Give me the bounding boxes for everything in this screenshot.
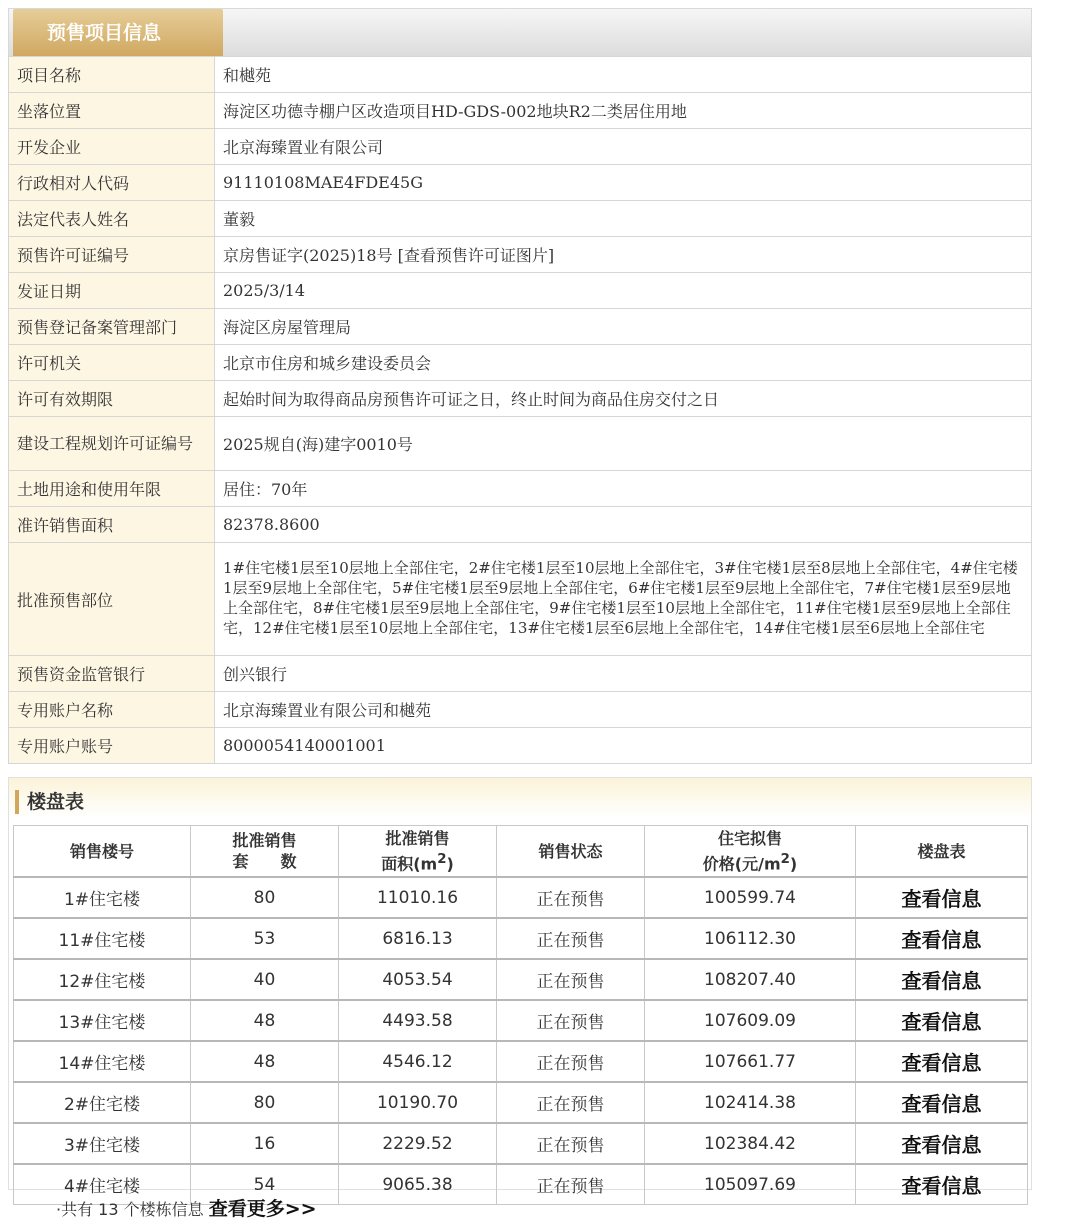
view-info-link[interactable]: 查看信息 (856, 877, 1028, 918)
info-label: 专用账户账号 (9, 728, 215, 764)
info-row (9, 165, 1032, 201)
cell-units: 16 (191, 1123, 339, 1164)
cell-building: 3#住宅楼 (14, 1123, 191, 1164)
cell-price: 107661.77 (645, 1041, 856, 1082)
view-info-link[interactable]: 查看信息 (856, 1123, 1028, 1164)
header-price-sup: 2 (780, 851, 790, 867)
cell-price: 106112.30 (645, 918, 856, 959)
cell-building: 4#住宅楼 (14, 1164, 191, 1205)
project-info-panel (8, 8, 1032, 764)
info-label: 坐落位置 (9, 93, 215, 129)
permit-number: 京房售证字(2025)18号 (223, 246, 393, 265)
cell-price: 102384.42 (645, 1123, 856, 1164)
info-label: 准许销售面积 (9, 507, 215, 543)
info-label: 项目名称 (9, 57, 215, 93)
info-value: 起始时间为取得商品房预售许可证之日，终止时间为商品住房交付之日 (215, 381, 1032, 417)
cell-area: 4546.12 (339, 1041, 497, 1082)
info-label: 预售资金监管银行 (9, 656, 215, 692)
building-table-panel (8, 777, 1032, 1198)
cell-status: 正在预售 (497, 1082, 645, 1123)
header-units (191, 826, 339, 878)
info-row (9, 417, 1032, 471)
table-row (14, 1082, 1028, 1123)
header-table-link: 楼盘表 (856, 826, 1028, 878)
view-info-link[interactable]: 查看信息 (856, 1000, 1028, 1041)
cell-units: 48 (191, 1041, 339, 1082)
info-row (9, 273, 1032, 309)
cell-units: 80 (191, 877, 339, 918)
cell-units: 48 (191, 1000, 339, 1041)
info-value: 8000054140001001 (215, 728, 1032, 764)
table-row (14, 1000, 1028, 1041)
info-value: 91110108MAE4FDE45G (215, 165, 1032, 201)
info-label: 预售许可证编号 (9, 237, 215, 273)
info-value: 创兴银行 (215, 656, 1032, 692)
view-info-link[interactable]: 查看信息 (856, 918, 1028, 959)
project-info-tab-label: 预售项目信息 (47, 22, 162, 44)
cell-status: 正在预售 (497, 1000, 645, 1041)
table-row (14, 959, 1028, 1000)
info-value: 海淀区房屋管理局 (215, 309, 1032, 345)
info-label: 开发企业 (9, 129, 215, 165)
cell-status: 正在预售 (497, 1041, 645, 1082)
cell-area: 4053.54 (339, 959, 497, 1000)
building-count-footer (56, 1197, 317, 1222)
info-label: 许可有效期限 (9, 381, 215, 417)
header-area (339, 826, 497, 878)
header-price (645, 826, 856, 878)
table-row (14, 918, 1028, 959)
cell-status: 正在预售 (497, 959, 645, 1000)
cell-status: 正在预售 (497, 1164, 645, 1205)
cell-units: 53 (191, 918, 339, 959)
building-table (13, 825, 1028, 1205)
info-row (9, 471, 1032, 507)
cell-units: 80 (191, 1082, 339, 1123)
info-value: 2025/3/14 (215, 273, 1032, 309)
cell-status: 正在预售 (497, 918, 645, 959)
view-info-link[interactable]: 查看信息 (856, 1164, 1028, 1205)
table-row (14, 877, 1028, 918)
cell-area: 6816.13 (339, 918, 497, 959)
header-status: 销售状态 (497, 826, 645, 878)
project-info-tab[interactable] (13, 9, 223, 56)
cell-status: 正在预售 (497, 1123, 645, 1164)
info-label: 发证日期 (9, 273, 215, 309)
info-value: 北京海臻置业有限公司 (215, 129, 1032, 165)
cell-building: 11#住宅楼 (14, 918, 191, 959)
view-more-link[interactable]: 查看更多>> (208, 1198, 317, 1220)
info-row (9, 237, 1032, 273)
cell-building: 12#住宅楼 (14, 959, 191, 1000)
cell-area: 10190.70 (339, 1082, 497, 1123)
cell-area: 4493.58 (339, 1000, 497, 1041)
info-label: 专用账户名称 (9, 692, 215, 728)
info-row (9, 507, 1032, 543)
info-value: 北京海臻置业有限公司和樾苑 (215, 692, 1032, 728)
cell-building: 14#住宅楼 (14, 1041, 191, 1082)
info-row (9, 345, 1032, 381)
cell-price: 102414.38 (645, 1082, 856, 1123)
building-count-text: ·共有 13 个楼栋信息 (56, 1200, 204, 1219)
info-value: 82378.8600 (215, 507, 1032, 543)
building-table-header (14, 826, 1028, 878)
info-value: 2025规自(海)建字0010号 (215, 417, 1032, 471)
info-row (9, 201, 1032, 237)
info-value: 和樾苑 (215, 57, 1032, 93)
building-table-title: 楼盘表 (15, 790, 84, 814)
info-row (9, 381, 1032, 417)
info-value: 北京市住房和城乡建设委员会 (215, 345, 1032, 381)
header-area-close: ) (446, 854, 454, 874)
info-value (215, 237, 1032, 273)
header-price-line1: 住宅拟售 (717, 828, 782, 848)
header-area-sup: 2 (437, 851, 447, 867)
info-row (9, 656, 1032, 692)
cell-price: 108207.40 (645, 959, 856, 1000)
info-row (9, 728, 1032, 764)
table-row (14, 1041, 1028, 1082)
cell-status: 正在预售 (497, 877, 645, 918)
info-label: 行政相对人代码 (9, 165, 215, 201)
project-info-table (8, 56, 1032, 764)
info-value: 1#住宅楼1层至10层地上全部住宅，2#住宅楼1层至10层地上全部住宅，3#住宅楼1层至8层地上全部住宅，4#住宅楼1层至9层地上全部住宅，5#住宅楼1层至9层地上全部住宅，6#住宅楼1层至9层地上全部住宅，7#住宅楼1层至9层地上全部住宅，8#住宅楼1层至9层地上全部住宅，9#住宅楼1层至10层地上全部住宅，11#住宅楼1层至9层地上全部住宅，12#住宅楼1层至10层地上全部住宅，13#住宅楼1层至6层地上全部住宅，14#住宅楼1层至6层地上全部住宅 (215, 543, 1032, 656)
info-label: 预售登记备案管理部门 (9, 309, 215, 345)
info-label: 建设工程规划许可证编号 (9, 417, 215, 471)
info-value: 海淀区功德寺棚户区改造项目HD-GDS-002地块R2二类居住用地 (215, 93, 1032, 129)
table-row (14, 1123, 1028, 1164)
header-area-line1: 批准销售 (385, 828, 450, 848)
header-units-line2: 套 数 (232, 852, 297, 871)
info-row (9, 93, 1032, 129)
header-building-no: 销售楼号 (14, 826, 191, 878)
view-info-link[interactable]: 查看信息 (856, 1041, 1028, 1082)
cell-price: 105097.69 (645, 1164, 856, 1205)
info-label: 批准预售部位 (9, 543, 215, 656)
cell-price: 107609.09 (645, 1000, 856, 1041)
header-units-line1: 批准销售 (232, 831, 297, 850)
view-info-link[interactable]: 查看信息 (856, 959, 1028, 1000)
cell-area: 2229.52 (339, 1123, 497, 1164)
info-row (9, 57, 1032, 93)
panel-header (8, 8, 1032, 56)
info-value: 居住：70年 (215, 471, 1032, 507)
cell-area: 11010.16 (339, 877, 497, 918)
cell-building: 13#住宅楼 (14, 1000, 191, 1041)
header-price-line2: 价格(元/m (702, 854, 781, 874)
info-row (9, 692, 1032, 728)
view-info-link[interactable]: 查看信息 (856, 1082, 1028, 1123)
cell-building: 2#住宅楼 (14, 1082, 191, 1123)
header-area-line2: 面积(m (381, 854, 438, 874)
header-price-close: ) (789, 854, 798, 874)
info-row (9, 543, 1032, 656)
cell-area: 9065.38 (339, 1164, 497, 1205)
cell-units: 54 (191, 1164, 339, 1205)
info-label: 许可机关 (9, 345, 215, 381)
cell-price: 100599.74 (645, 877, 856, 918)
info-row (9, 129, 1032, 165)
info-value: 董毅 (215, 201, 1032, 237)
info-label: 法定代表人姓名 (9, 201, 215, 237)
view-permit-image-link[interactable]: [查看预售许可证图片] (397, 246, 555, 265)
cell-units: 40 (191, 959, 339, 1000)
cell-building: 1#住宅楼 (14, 877, 191, 918)
info-label: 土地用途和使用年限 (9, 471, 215, 507)
info-row (9, 309, 1032, 345)
